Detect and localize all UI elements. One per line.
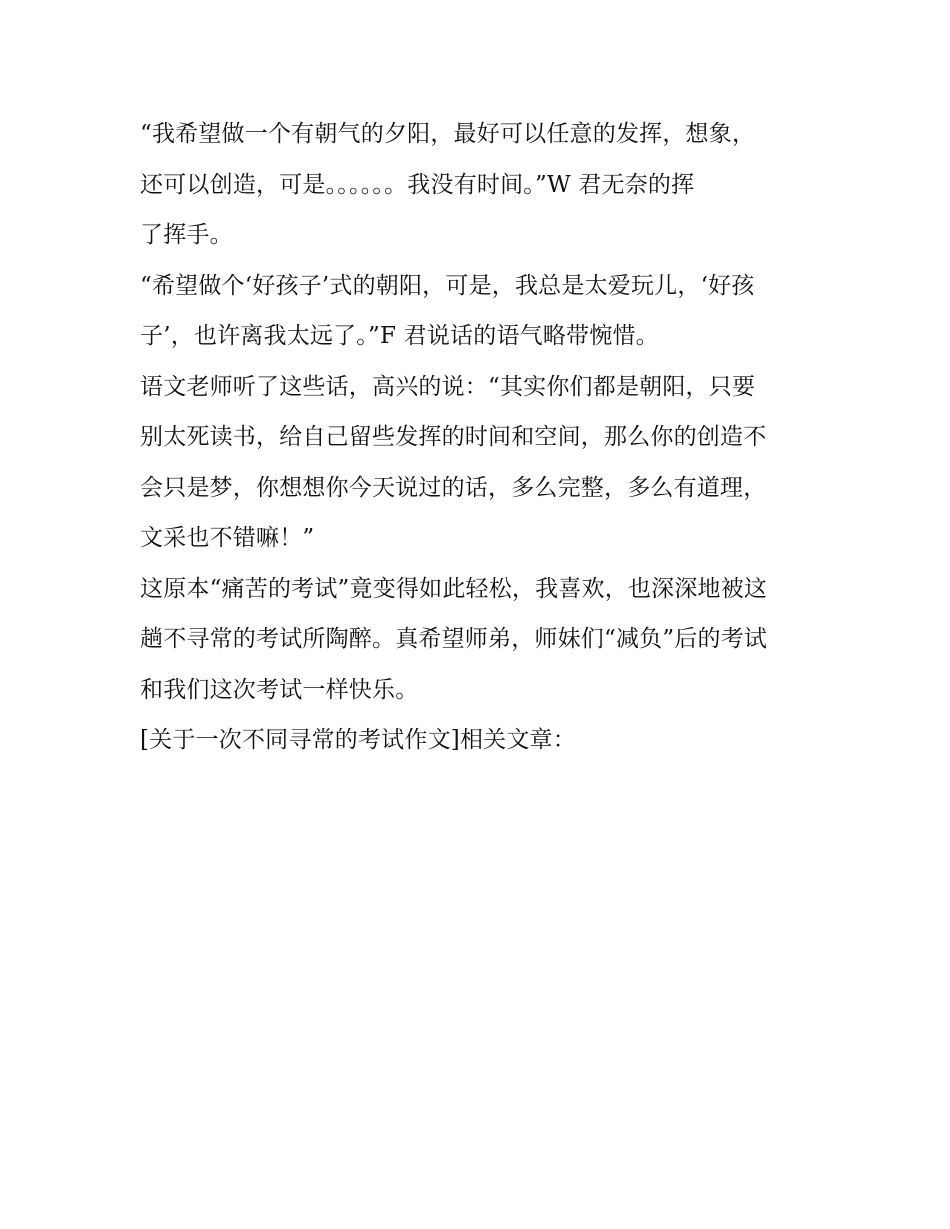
text-line: 语文老师听了这些话，高兴的说：“其实你们都是朝阳，只要: [140, 373, 756, 400]
text-line: “我希望做一个有朝气的夕阳，最好可以任意的发挥，想象，: [140, 121, 756, 147]
text-line: [关于一次不同寻常的考试作文]相关文章：: [140, 727, 576, 753]
text-line: “希望做个‘好孩子’式的朝阳，可是，我总是太爱玩儿，‘好孩: [140, 272, 755, 299]
text-line: 子’，也许离我太远了。”F 君说话的语气略带惋惜。: [140, 323, 659, 349]
paragraph-conclusion: [140, 564, 820, 716]
text-line: 这原本“痛苦的考试”竟变得如此轻松，我喜欢，也深深地被这: [140, 575, 768, 602]
text-line: 会只是梦，你想想你今天说过的话，多么完整，多么有道理，: [140, 474, 767, 501]
text-line: 趟不寻常的考试所陶醉。真希望师弟，师妹们“减负”后的考试: [140, 626, 768, 652]
paragraph-f-jun: [140, 261, 820, 362]
text-line: 还可以创造，可是。。。。。。我没有时间。”W 君无奈的挥: [140, 171, 695, 198]
related-articles-heading: [140, 715, 820, 766]
text-line: 别太死读书，给自己留些发挥的时间和空间，那么你的创造不: [140, 424, 767, 450]
text-line: 文采也不错嘛！”: [140, 525, 315, 551]
text-line: 和我们这次考试一样快乐。: [140, 676, 419, 703]
paragraph-teacher: [140, 362, 820, 564]
paragraph-w-jun: [140, 109, 820, 261]
text-line: 了挥手。: [140, 222, 233, 248]
document-body: [140, 109, 820, 766]
